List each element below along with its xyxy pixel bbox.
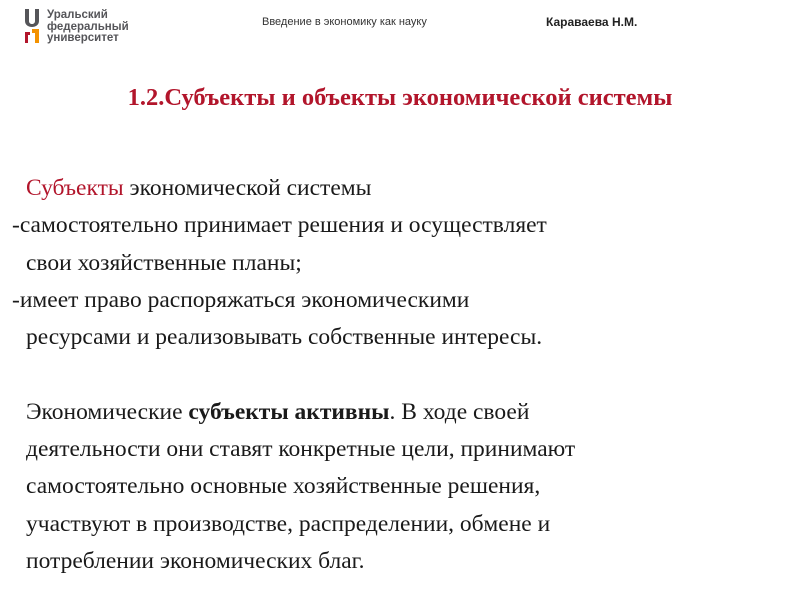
spacer — [0, 356, 790, 393]
subjects-heading — [0, 170, 790, 207]
logo-line-3: университет — [47, 32, 119, 44]
logo-line-2: федеральный — [47, 20, 129, 33]
logo-line-1: Уральский — [47, 9, 108, 21]
paragraph-line-1-end: . В ходе своей — [389, 398, 530, 425]
bullet-1-line-2: свои хозяйственные планы; — [26, 249, 302, 276]
paragraph-emphasis: субъекты активны — [188, 398, 390, 425]
university-emblem-icon — [24, 8, 40, 44]
bullet-2-line-1: -имеет право распоряжаться экономическими — [12, 286, 470, 313]
paragraph-line-3: самостоятельно основные хозяйственные решения, — [26, 473, 541, 500]
subjects-heading-rest: экономической системы — [123, 175, 372, 201]
paragraph-line-1 — [0, 394, 790, 431]
bullet-2-line-2: ресурсами и реализовывать собственные интересы. — [26, 324, 543, 351]
slide-body — [0, 170, 790, 580]
paragraph-line-2: деятельности они ставят конкретные цели, принимают — [26, 436, 576, 463]
bullet-1-line-1: -самостоятельно принимает решения и осуществляет — [12, 212, 547, 239]
paragraph-line-5: потреблении экономических благ. — [26, 547, 365, 574]
author-name: Караваева Н.М. — [546, 15, 638, 29]
slide-header — [0, 0, 800, 48]
university-logo — [24, 8, 174, 44]
paragraph-line-4: участвуют в производстве, распределении, обмене и — [26, 510, 551, 537]
slide-title: 1.2.Субъекты и объекты экономической системы — [127, 84, 673, 111]
subjects-heading-accent: Субъекты — [26, 175, 124, 201]
course-name: Введение в экономику как науку — [262, 16, 427, 28]
university-name — [47, 10, 129, 45]
paragraph-line-1-start: Экономические — [26, 398, 189, 425]
